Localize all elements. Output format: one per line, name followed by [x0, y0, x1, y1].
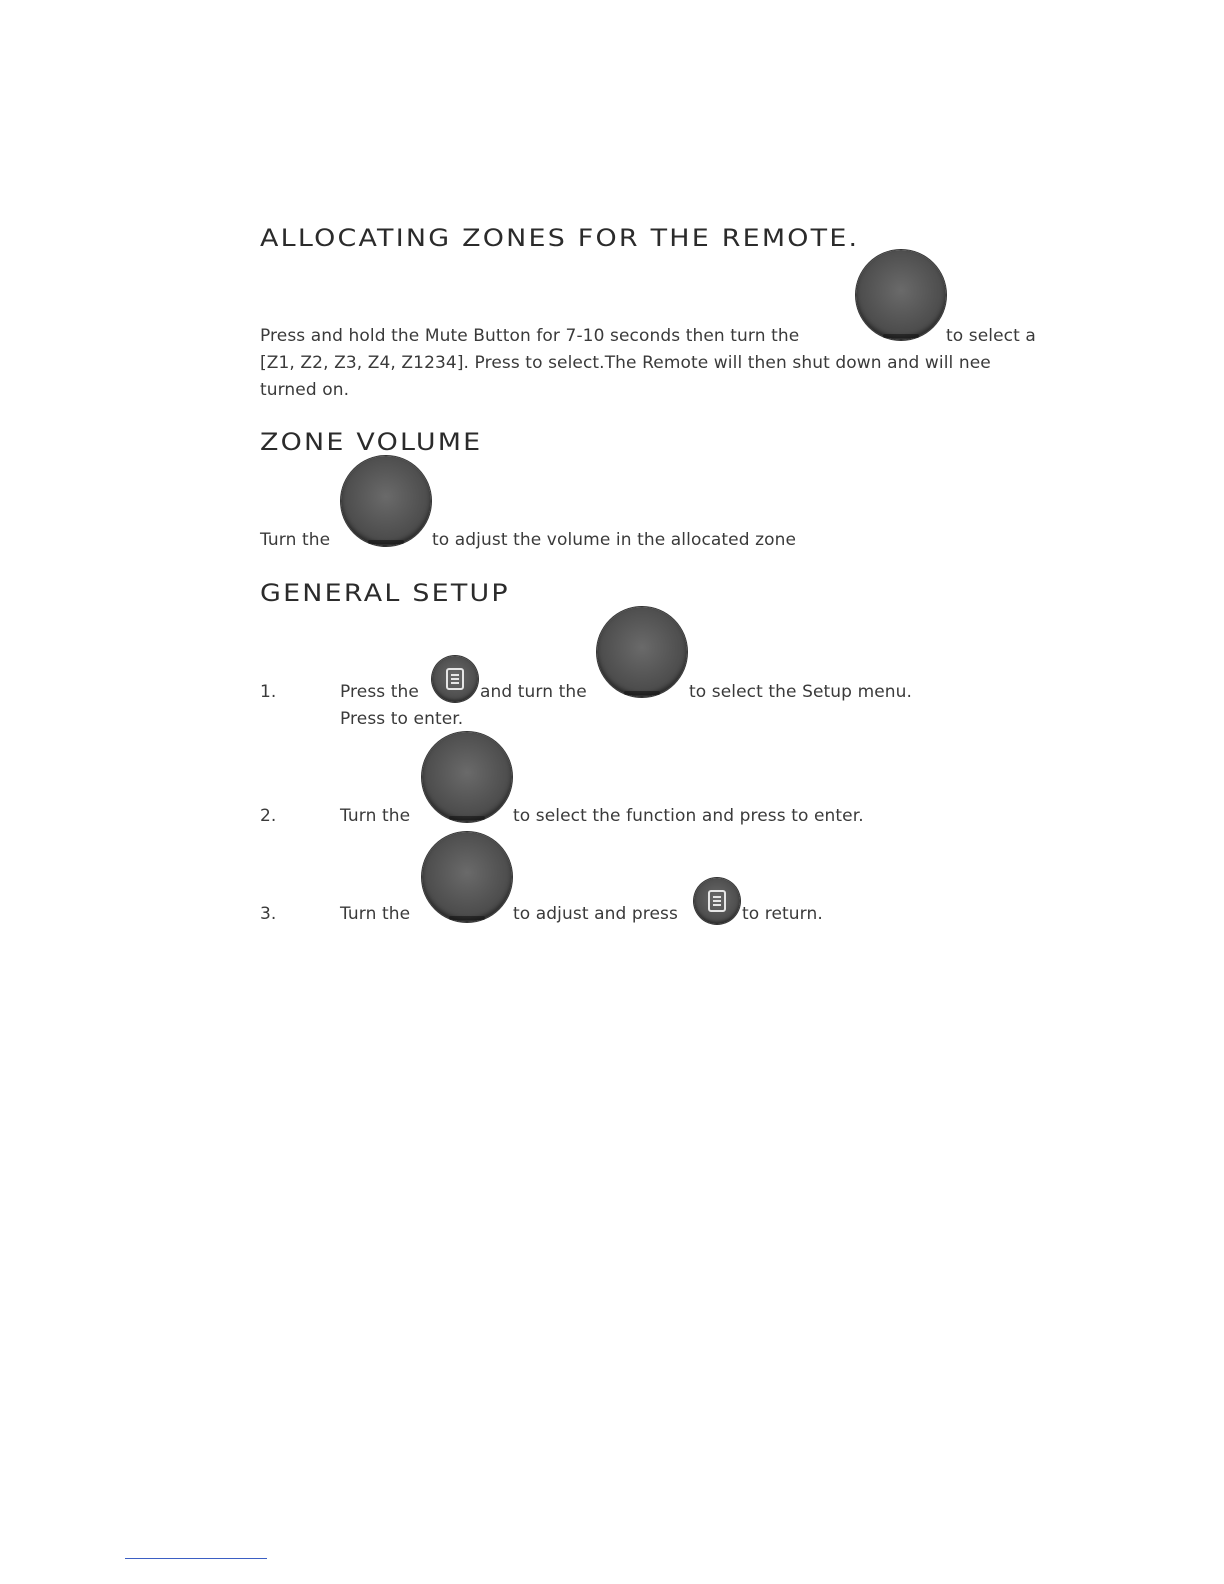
step-3-number: 3.	[260, 904, 277, 924]
zone-volume-after: to adjust the volume in the allocated zone	[432, 530, 797, 550]
allocating-heading: ALLOCATING ZONES FOR THE REMOTE.	[260, 224, 860, 252]
step-3-part3: to return.	[742, 904, 823, 924]
document-icon	[445, 667, 465, 691]
rotary-knob-icon	[422, 732, 512, 822]
zone-volume-before: Turn the	[260, 530, 331, 550]
step-1-line2: Press to enter.	[340, 709, 464, 729]
document-icon	[707, 889, 727, 913]
step-2-number: 2.	[260, 806, 277, 826]
rotary-knob-icon	[597, 607, 687, 697]
step-3-part1: Turn the	[340, 904, 411, 924]
step-1-part3: to select the Setup menu.	[689, 682, 913, 702]
step-1-number: 1.	[260, 682, 277, 702]
allocating-line1-before: Press and hold the Mute Button for 7-10 seconds then turn the	[260, 326, 800, 346]
step-1-part2: and turn the	[480, 682, 587, 702]
footnote-separator	[125, 1558, 267, 1559]
rotary-knob-icon	[856, 250, 946, 340]
allocating-line1-after: to select a	[946, 326, 1036, 346]
step-2-part1: Turn the	[340, 806, 411, 826]
allocating-line3: turned on.	[260, 380, 350, 400]
menu-button-icon	[694, 878, 740, 924]
general-setup-heading: GENERAL SETUP	[260, 579, 510, 607]
menu-button-icon	[432, 656, 478, 702]
allocating-line2: [Z1, Z2, Z3, Z4, Z1234]. Press to select.The Remote will then shut down and will nee	[260, 353, 991, 373]
rotary-knob-icon	[422, 832, 512, 922]
rotary-knob-icon	[341, 456, 431, 546]
step-3-part2: to adjust and press	[513, 904, 678, 924]
zone-volume-heading: ZONE VOLUME	[260, 428, 483, 456]
step-1-part1: Press the	[340, 682, 419, 702]
step-2-part2: to select the function and press to enter.	[513, 806, 864, 826]
